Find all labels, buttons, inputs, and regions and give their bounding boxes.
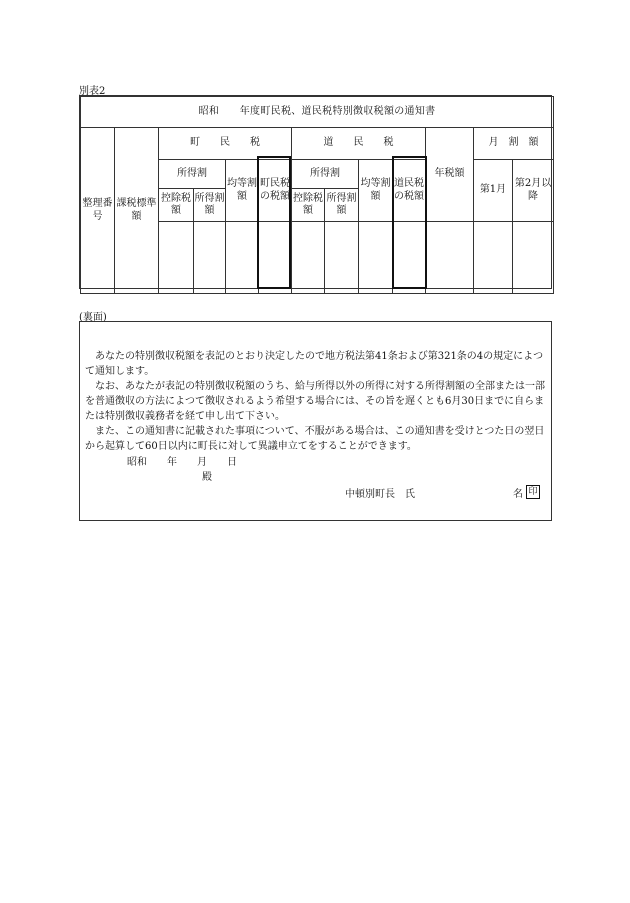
header-cho-shotokuwari: 所得割 [159, 160, 226, 189]
header-seiri-bango: 整理番号 [81, 128, 115, 294]
notice-title: 昭和 年度町民税、道民税特別徴収税額の通知書 [81, 97, 554, 128]
notice-paragraph-1: あなたの特別徴収税額を表記のとおり決定したので地方税法第41条および第321条の4の規定によつて通知します。 [85, 351, 544, 377]
cell-do-kintowari [359, 222, 393, 294]
cell-dai1tsuki [474, 222, 513, 294]
cell-do-kojo-zeigaku [292, 222, 325, 294]
seal-icon: 印 [526, 485, 540, 499]
header-dai2tsuki-iko: 第2月以降 [513, 160, 554, 222]
header-kazei-hyojungaku: 課税標準額 [115, 128, 159, 294]
cell-domin-zeigaku [393, 222, 426, 294]
notice-paragraph-2: なお、あなたが表記の特別徴収税額のうち、給与所得以外の所得に対する所得割額の全部または一部を普通徴収の方法によつて徴収されるよう希望する場合には、その旨を遅くとも6月30日までに自らまたは特別徴収義務者を経て申し出て下さい。 [85, 381, 545, 422]
header-nenzeigaku: 年税額 [426, 128, 474, 222]
header-dai1tsuki: 第1月 [474, 160, 513, 222]
notice-paragraph-3: また、この通知書に記載された事項について、不服がある場合は、この通知書を受けとつた日の翌日から起算して60日以内に町長に対して異議申立てをすることができます。 [85, 426, 545, 452]
header-cho-kintowari: 均等割額 [226, 160, 259, 222]
cell-cho-shotokuwari-gaku [194, 222, 226, 294]
header-do-kojo-zeigaku: 控除税額 [292, 189, 325, 222]
cell-cho-kojo-zeigaku [159, 222, 194, 294]
cell-do-shotokuwari-gaku [325, 222, 359, 294]
name-char: 名 [513, 489, 523, 500]
header-do-shotokuwari-gaku: 所得割額 [325, 189, 359, 222]
cell-cho-kintowari [226, 222, 259, 294]
header-do-kintowari: 均等割額 [359, 160, 393, 222]
header-dominzei: 道 民 税 [292, 128, 426, 160]
addressee: 殿 [202, 472, 212, 483]
header-tsukiwari-gaku: 月 割 額 [474, 128, 554, 160]
cell-chomin-zeigaku [259, 222, 292, 294]
header-chominzei: 町 民 税 [159, 128, 292, 160]
tax-notice-table [79, 95, 552, 289]
back-side-notice [79, 321, 552, 521]
date-line: 昭和 年 月 日 [127, 457, 237, 468]
header-cho-kojo-zeigaku: 控除税額 [159, 189, 194, 222]
appendix-label: 別表2 [79, 86, 106, 97]
header-chomin-zeigaku: 町民税の税額 [259, 160, 292, 222]
header-domin-zeigaku: 道民税の税額 [393, 160, 426, 222]
header-do-shotokuwari: 所得割 [292, 160, 359, 189]
cell-nenzeigaku [426, 222, 474, 294]
mayor-line: 中頓別町長 氏 [345, 489, 415, 500]
header-cho-shotokuwari-gaku: 所得割額 [194, 189, 226, 222]
back-label: (裏面) [79, 312, 107, 323]
cell-dai2tsuki-iko [513, 222, 554, 294]
